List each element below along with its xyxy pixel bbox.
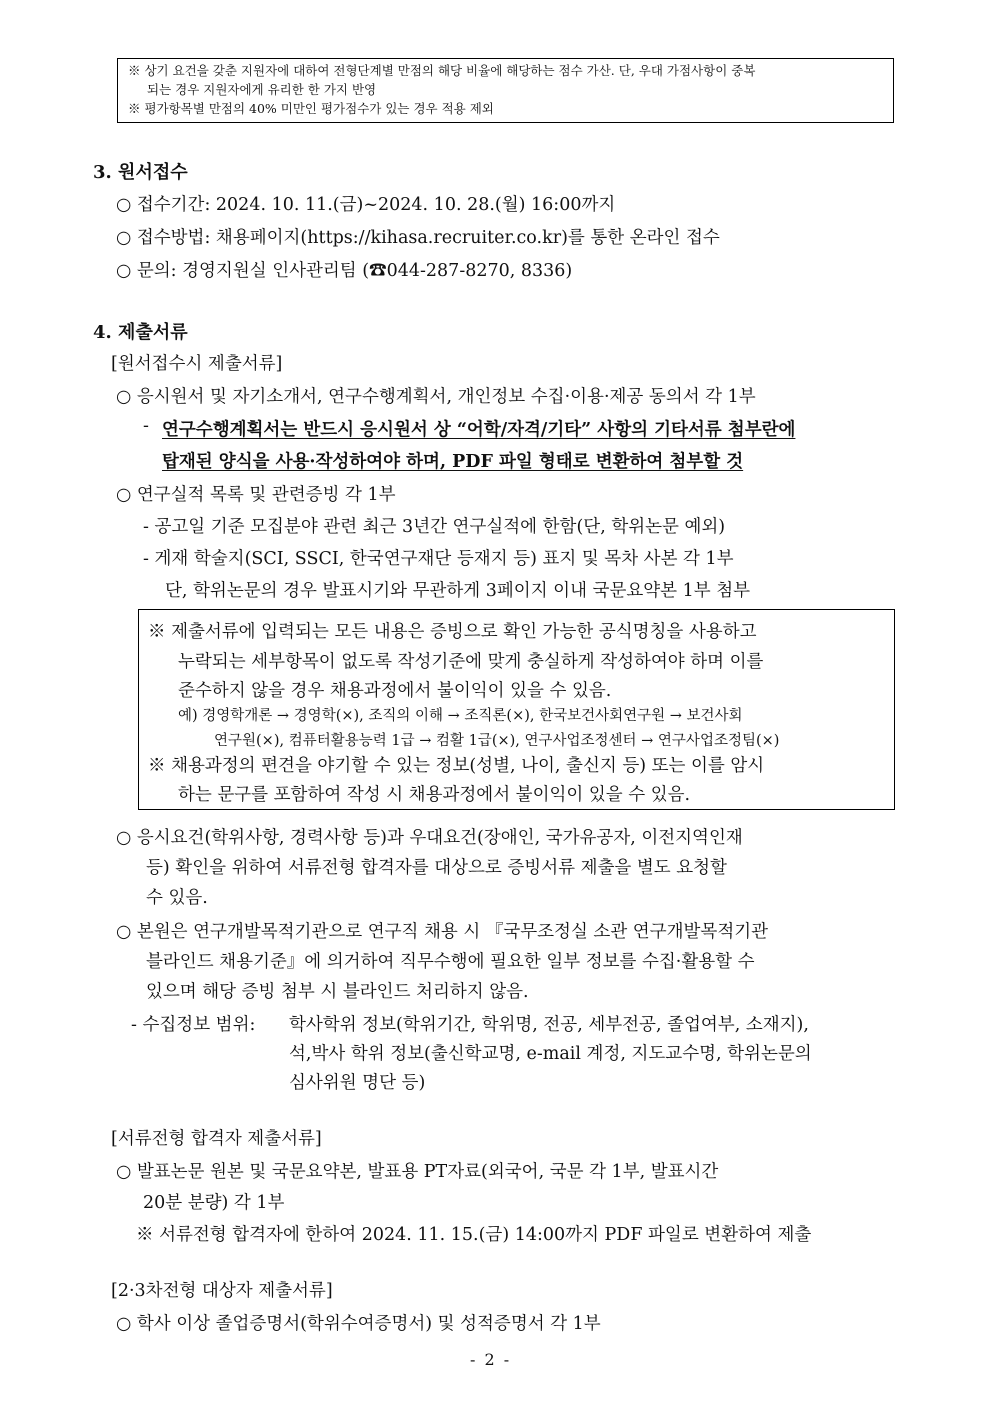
eligibility-item-line1: ○ 응시요건(학위사항, 경력사항 등)과 우대요건(장애인, 국가유공자, 이전지역인재 xyxy=(116,828,743,848)
collect-info-label: - 수집정보 범위: xyxy=(131,1015,256,1035)
research-plan-notice-line2: 탑재된 양식을 사용·작성하여야 하며, PDF 파일 형태로 변환하여 첨부할 것 xyxy=(162,452,744,472)
doc-pass-item-line1: ○ 발표논문 원본 및 국문요약본, 발표용 PT자료(외국어, 국문 각 1부, 발표시간 xyxy=(116,1162,719,1182)
sub-heading-application: [원서접수시 제출서류] xyxy=(111,354,283,374)
page-number: - 2 - xyxy=(470,1350,512,1369)
research-record-sub3: 단, 학위논문의 경우 발표시기와 무관하게 3페이지 이내 국문요약본 1부 첨부 xyxy=(165,581,751,601)
top-note-line1: ※ 상기 요건을 갖춘 지원자에 대하여 전형단계별 만점의 해당 비율에 해당하는 점수 가산. 단, 우대 가점사항이 중복 xyxy=(128,63,756,78)
collect-info-line2: 석,박사 학위 정보(출신학교명, e-mail 계정, 지도교수명, 학위논문의 xyxy=(289,1044,812,1064)
research-record-sub2: - 게재 학술지(SCI, SSCI, 한국연구재단 등재지 등) 표지 및 목차 사본 각 1부 xyxy=(143,549,734,569)
top-note-line3: ※ 평가항목별 만점의 40% 미만인 평가점수가 있는 경우 적용 제외 xyxy=(128,101,494,116)
blind-hiring-item-line3: 있으며 해당 증빙 첨부 시 블라인드 처리하지 않음. xyxy=(146,982,529,1002)
section-3-item-contact: ○ 문의: 경영지원실 인사관리팀 (☎044-287-8270, 8336) xyxy=(116,261,573,281)
notice-1-line1: ※ 제출서류에 입력되는 모든 내용은 증빙으로 확인 가능한 공식명칭을 사용하고 xyxy=(148,622,757,642)
section-3-heading: 3. 원서접수 xyxy=(93,162,188,183)
blind-hiring-item-line1: ○ 본원은 연구개발목적기관으로 연구직 채용 시 『국무조정실 소관 연구개발목적기관 xyxy=(116,922,769,942)
section-3-item-method: ○ 접수방법: 채용페이지(https://kihasa.recruiter.co.kr)를 통한 온라인 접수 xyxy=(116,228,720,248)
top-note-line2: 되는 경우 지원자에게 유리한 한 가지 반영 xyxy=(147,82,377,97)
notice-1-line3: 준수하지 않을 경우 채용과정에서 불이익이 있을 수 있음. xyxy=(178,681,612,701)
notice-2-line1: ※ 채용과정의 편견을 야기할 수 있는 정보(성별, 나이, 출신지 등) 또는 이를 암시 xyxy=(148,756,765,776)
eligibility-item-line2: 등) 확인을 위하여 서류전형 합격자를 대상으로 증빙서류 제출을 별도 요청할 xyxy=(146,858,727,878)
notice-example-line2: 연구원(×), 컴퓨터활용능력 1급 → 컴활 1급(×), 연구사업조정센터 → 연구사업조정팀(×) xyxy=(214,733,780,749)
sub-heading-stage-2-3: [2·3차전형 대상자 제출서류] xyxy=(111,1281,333,1301)
stage-2-3-item: ○ 학사 이상 졸업증명서(학위수여증명서) 및 성적증명서 각 1부 xyxy=(116,1314,601,1334)
research-plan-notice-line1: 연구수행계획서는 반드시 응시원서 상 “어학/자격/기타” 사항의 기타서류 첨부란에 xyxy=(162,420,796,440)
notice-example-line1: 예) 경영학개론 → 경영학(×), 조직의 이해 → 조직론(×), 한국보건사회연구원 → 보건사회 xyxy=(178,708,743,724)
doc-pass-note: ※ 서류전형 합격자에 한하여 2024. 11. 15.(금) 14:00까지 PDF 파일로 변환하여 제출 xyxy=(136,1225,812,1245)
doc-item-application-forms: ○ 응시원서 및 자기소개서, 연구수행계획서, 개인정보 수집·이용·제공 동의서 각 1부 xyxy=(116,387,756,407)
collect-info-line3: 심사위원 명단 등) xyxy=(289,1073,426,1093)
notice-1-line2: 누락되는 세부항목이 없도록 작성기준에 맞게 충실하게 작성하여야 하며 이를 xyxy=(178,652,764,672)
eligibility-item-line3: 수 있음. xyxy=(146,888,208,908)
section-4-heading: 4. 제출서류 xyxy=(93,322,188,343)
notice-2-line2: 하는 문구를 포함하여 작성 시 채용과정에서 불이익이 있을 수 있음. xyxy=(178,785,691,805)
dash-marker: - xyxy=(143,416,149,436)
doc-pass-item-line2: 20분 분량) 각 1부 xyxy=(143,1193,285,1213)
research-record-sub1: - 공고일 기준 모집분야 관련 최근 3년간 연구실적에 한함(단, 학위논문 예외) xyxy=(143,517,726,537)
sub-heading-document-pass: [서류전형 합격자 제출서류] xyxy=(111,1129,322,1149)
section-3-item-period: ○ 접수기간: 2024. 10. 11.(금)~2024. 10. 28.(월) 16:00까지 xyxy=(116,195,616,215)
collect-info-line1: 학사학위 정보(학위기간, 학위명, 전공, 세부전공, 졸업여부, 소재지), xyxy=(289,1015,809,1035)
doc-item-research-record: ○ 연구실적 목록 및 관련증빙 각 1부 xyxy=(116,485,396,505)
blind-hiring-item-line2: 블라인드 채용기준』에 의거하여 직무수행에 필요한 일부 정보를 수집·활용할 수 xyxy=(146,952,755,972)
